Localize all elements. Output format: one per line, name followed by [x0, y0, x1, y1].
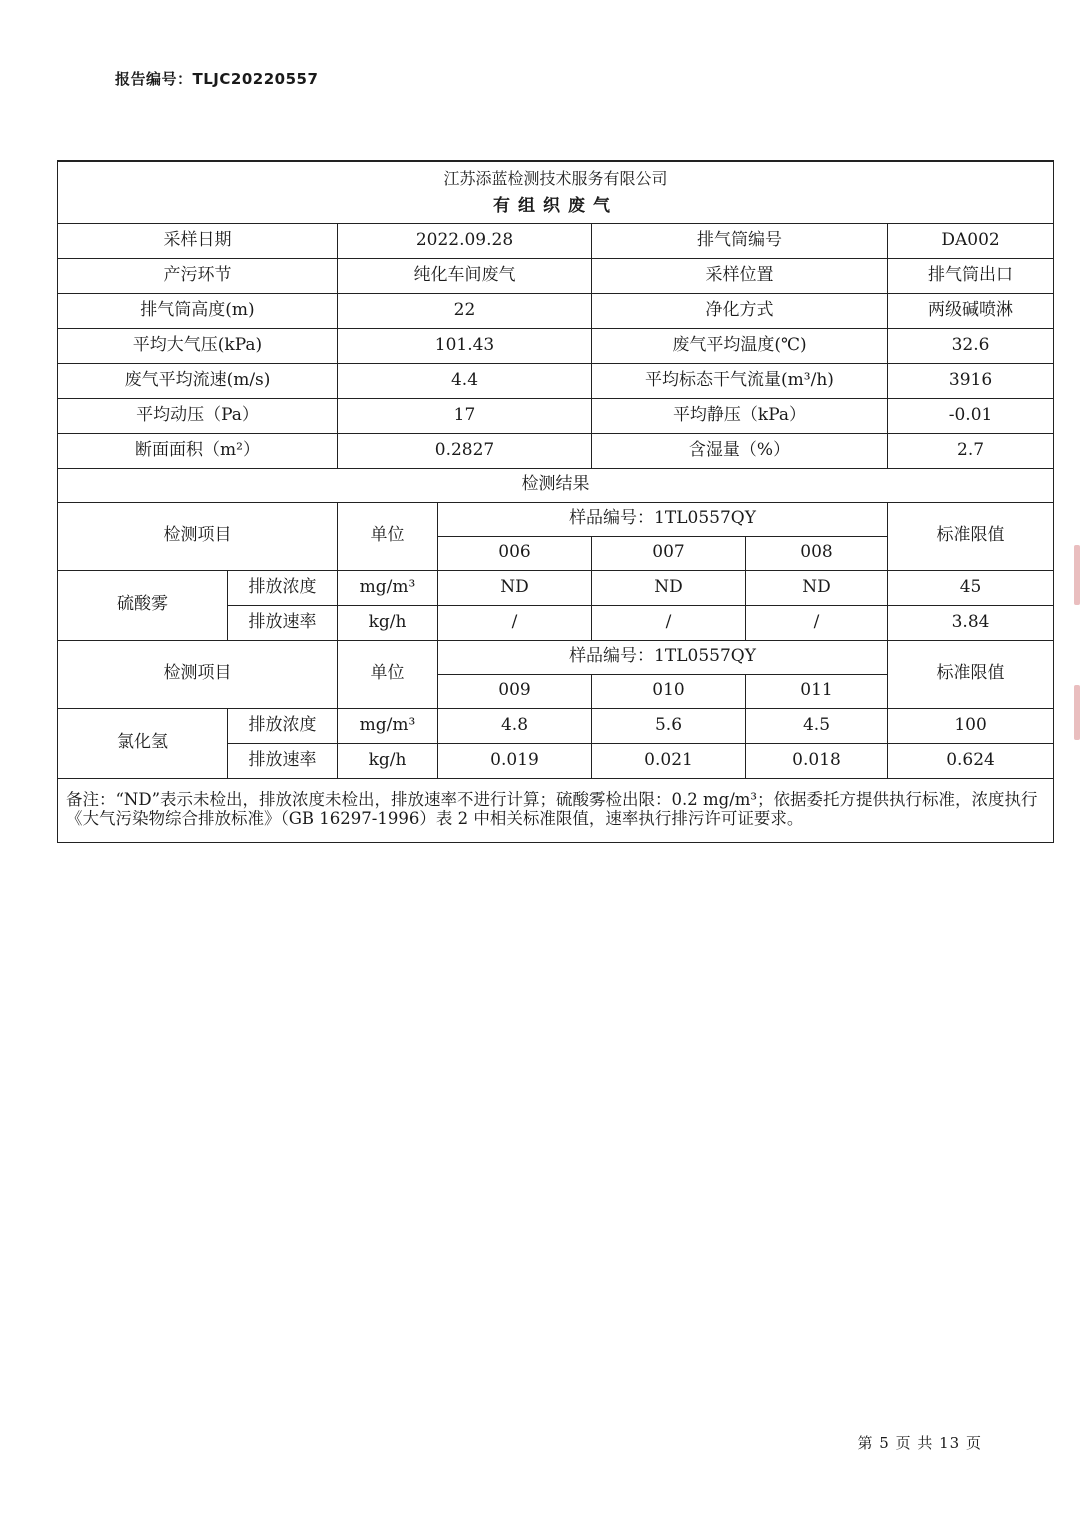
unit-header: 单位 — [338, 640, 438, 708]
info-label: 产污环节 — [58, 258, 338, 293]
sample-id: 010 — [592, 674, 746, 708]
unit: mg/m³ — [338, 708, 438, 743]
info-label: 废气平均流速(m/s) — [58, 363, 338, 398]
info-value: 纯化车间废气 — [338, 258, 592, 293]
sample-id: 007 — [592, 536, 746, 570]
info-label: 平均动压（Pa） — [58, 398, 338, 433]
remarks-note: 备注：“ND”表示未检出，排放浓度未检出，排放速率不进行计算；硫酸雾检出限：0.2 mg/m³；依据委托方提供执行标准，浓度执行《大气污染物综合排放标准》（GB 16297-1996）表 2 中相关标准限值，速率执行排污许可证要求。 — [58, 778, 1054, 842]
result-row — [58, 708, 1054, 743]
stamp-edge-mark — [1074, 685, 1080, 740]
limit-value: 100 — [888, 708, 1054, 743]
page-number: 第 5 页 共 13 页 — [857, 1434, 982, 1452]
limit-header: 标准限值 — [888, 640, 1054, 708]
info-value: 17 — [338, 398, 592, 433]
info-value: 4.4 — [338, 363, 592, 398]
limit-value: 45 — [888, 570, 1054, 605]
sample-id: 008 — [746, 536, 888, 570]
unit: kg/h — [338, 605, 438, 640]
info-value: 22 — [338, 293, 592, 328]
section-title: 有组织废气 — [58, 191, 1054, 223]
value: / — [438, 605, 592, 640]
info-label: 废气平均温度(℃) — [592, 328, 888, 363]
info-row — [58, 258, 1054, 293]
limit-value: 0.624 — [888, 743, 1054, 778]
info-row — [58, 398, 1054, 433]
info-label: 排气筒高度(m) — [58, 293, 338, 328]
sample-id: 006 — [438, 536, 592, 570]
info-row — [58, 433, 1054, 468]
unit-header: 单位 — [338, 502, 438, 570]
sample-id: 009 — [438, 674, 592, 708]
substance-name: 硫酸雾 — [58, 570, 228, 640]
info-value: DA002 — [888, 223, 1054, 258]
info-value: 2022.09.28 — [338, 223, 592, 258]
info-label: 排气筒编号 — [592, 223, 888, 258]
substance-name: 氯化氢 — [58, 708, 228, 778]
value: 4.5 — [746, 708, 888, 743]
value: / — [746, 605, 888, 640]
info-row — [58, 293, 1054, 328]
value: 5.6 — [592, 708, 746, 743]
sample-number-header: 样品编号：1TL0557QY — [438, 640, 888, 674]
info-label: 平均大气压(kPa) — [58, 328, 338, 363]
value: ND — [438, 570, 592, 605]
waste-gas-report-table — [57, 160, 1054, 843]
info-label: 采样位置 — [592, 258, 888, 293]
value: ND — [746, 570, 888, 605]
info-value: 2.7 — [888, 433, 1054, 468]
info-row — [58, 223, 1054, 258]
info-value: 32.6 — [888, 328, 1054, 363]
report-number: 报告编号：TLJC20220557 — [115, 70, 319, 88]
info-label: 平均静压（kPa） — [592, 398, 888, 433]
info-value: 3916 — [888, 363, 1054, 398]
unit: kg/h — [338, 743, 438, 778]
company-name: 江苏添蓝检测技术服务有限公司 — [58, 161, 1054, 191]
info-row — [58, 328, 1054, 363]
info-value: 0.2827 — [338, 433, 592, 468]
results-header-row — [58, 502, 1054, 536]
info-value: -0.01 — [888, 398, 1054, 433]
param-name: 排放速率 — [228, 743, 338, 778]
value: ND — [592, 570, 746, 605]
results-title: 检测结果 — [58, 468, 1054, 502]
info-row — [58, 363, 1054, 398]
results-header-row — [58, 640, 1054, 674]
info-value: 两级碱喷淋 — [888, 293, 1054, 328]
value: 0.021 — [592, 743, 746, 778]
param-name: 排放浓度 — [228, 708, 338, 743]
info-label: 断面面积（m²） — [58, 433, 338, 468]
limit-value: 3.84 — [888, 605, 1054, 640]
sample-number-header: 样品编号：1TL0557QY — [438, 502, 888, 536]
item-header: 检测项目 — [58, 640, 338, 708]
unit: mg/m³ — [338, 570, 438, 605]
info-label: 平均标态干气流量(m³/h) — [592, 363, 888, 398]
param-name: 排放浓度 — [228, 570, 338, 605]
value: 4.8 — [438, 708, 592, 743]
info-value: 排气筒出口 — [888, 258, 1054, 293]
value: 0.018 — [746, 743, 888, 778]
value: 0.019 — [438, 743, 592, 778]
info-label: 含湿量（%） — [592, 433, 888, 468]
stamp-edge-mark — [1074, 545, 1080, 605]
value: / — [592, 605, 746, 640]
info-label: 净化方式 — [592, 293, 888, 328]
sample-id: 011 — [746, 674, 888, 708]
result-row — [58, 570, 1054, 605]
info-value: 101.43 — [338, 328, 592, 363]
item-header: 检测项目 — [58, 502, 338, 570]
limit-header: 标准限值 — [888, 502, 1054, 570]
info-label: 采样日期 — [58, 223, 338, 258]
param-name: 排放速率 — [228, 605, 338, 640]
